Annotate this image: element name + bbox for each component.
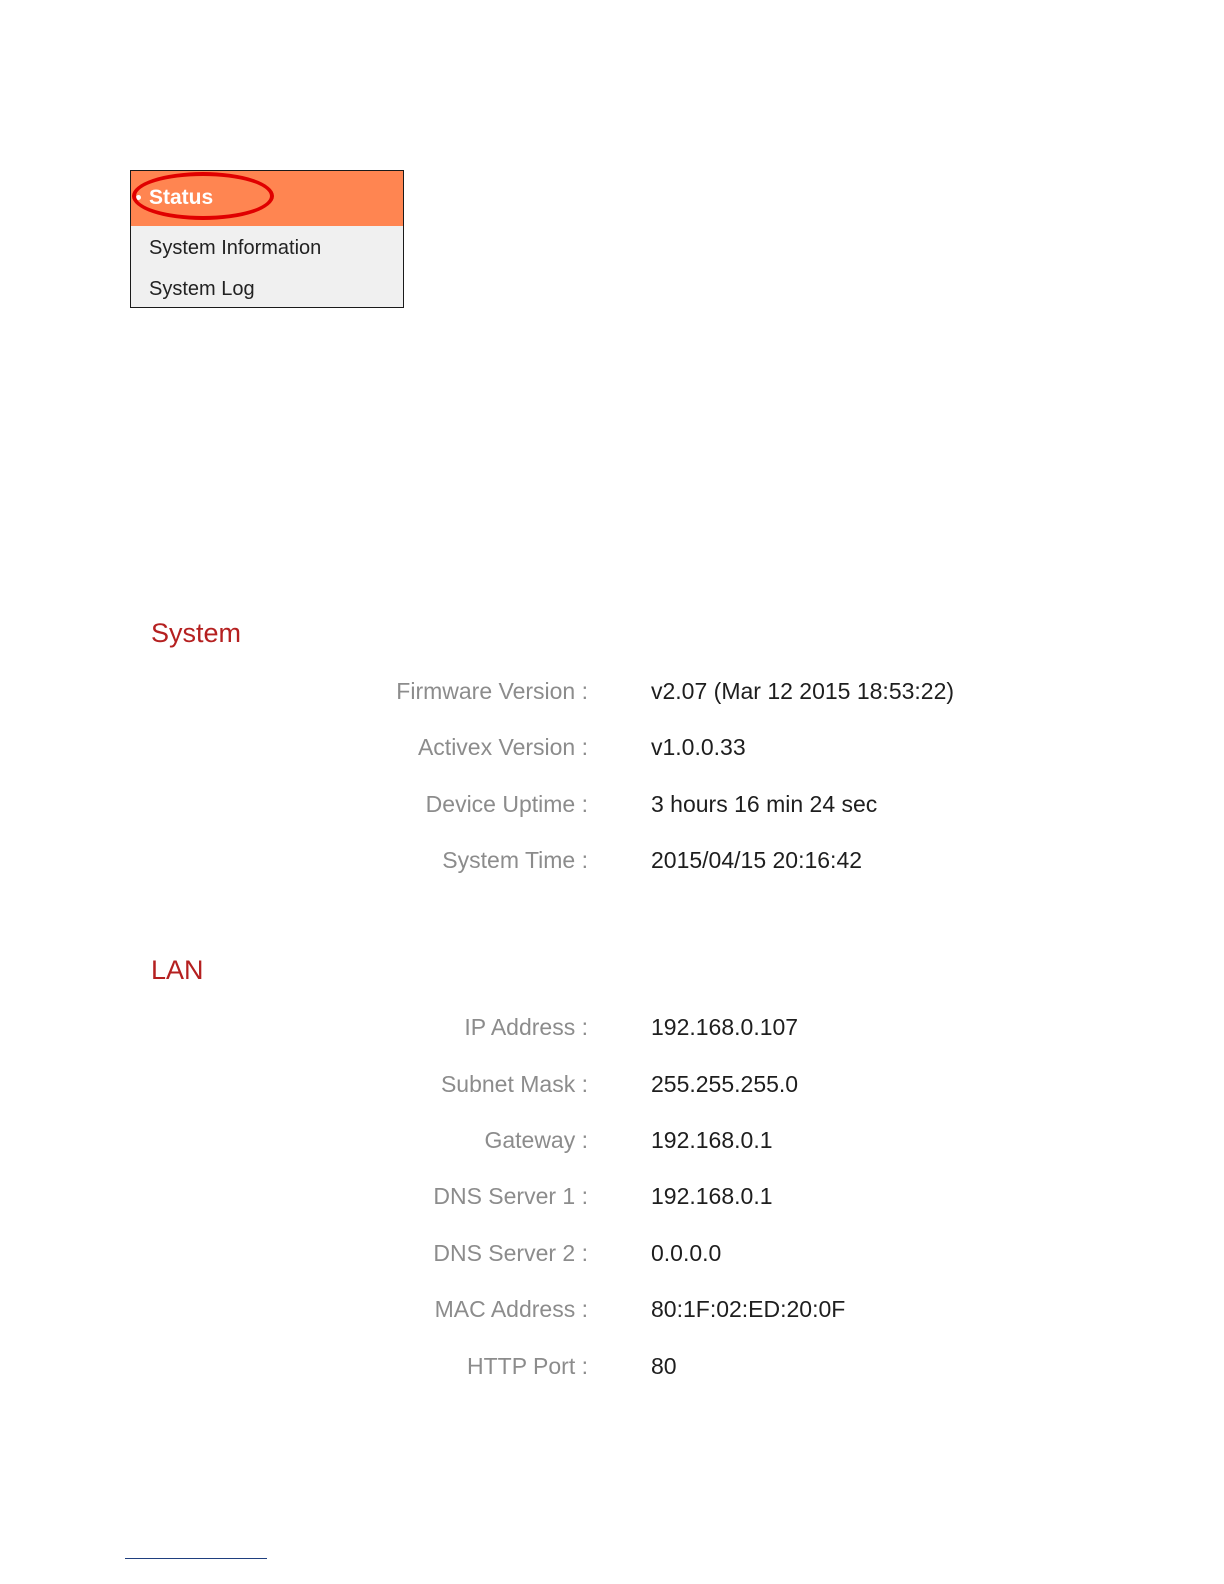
firmware-version-label: Firmware Version : xyxy=(396,678,588,704)
ip-address-label: IP Address : xyxy=(464,1014,588,1040)
footer-divider xyxy=(125,1558,267,1559)
dns-server-1-value: 192.168.0.1 xyxy=(651,1183,773,1209)
status-menu-panel xyxy=(130,170,404,308)
menu-item-system-log[interactable]: System Log xyxy=(149,278,255,300)
dns-server-1-label: DNS Server 1 : xyxy=(433,1183,588,1209)
device-uptime-value: 3 hours 16 min 24 sec xyxy=(651,791,878,817)
mac-address-label: MAC Address : xyxy=(434,1296,588,1322)
activex-version-label: Activex Version : xyxy=(417,734,588,760)
http-port-value: 80 xyxy=(651,1353,677,1379)
device-uptime-label: Device Uptime : xyxy=(425,791,588,817)
dns-server-2-label: DNS Server 2 : xyxy=(433,1240,588,1266)
menu-header-label[interactable]: Status xyxy=(149,186,214,209)
gateway-label: Gateway : xyxy=(484,1127,588,1153)
gateway-value: 192.168.0.1 xyxy=(651,1127,773,1153)
subnet-mask-value: 255.255.255.0 xyxy=(651,1071,799,1097)
system-time-label: System Time : xyxy=(442,847,588,873)
dns-server-2-value: 0.0.0.0 xyxy=(651,1240,722,1266)
mac-address-value: 80:1F:02:ED:20:0F xyxy=(651,1296,846,1322)
system-time-value: 2015/04/15 20:16:42 xyxy=(651,847,863,873)
subnet-mask-label: Subnet Mask : xyxy=(440,1071,588,1097)
firmware-version-value: v2.07 (Mar 12 2015 18:53:22) xyxy=(651,678,955,704)
http-port-label: HTTP Port : xyxy=(467,1353,588,1379)
section-title-lan: LAN xyxy=(151,955,204,985)
highlight-circle-annotation xyxy=(132,172,274,220)
section-title-system: System xyxy=(151,618,242,648)
menu-header-status[interactable] xyxy=(131,171,403,226)
activex-version-value: v1.0.0.33 xyxy=(651,734,746,760)
ip-address-value: 192.168.0.107 xyxy=(651,1014,799,1040)
menu-item-system-information[interactable]: System Information xyxy=(149,237,322,259)
